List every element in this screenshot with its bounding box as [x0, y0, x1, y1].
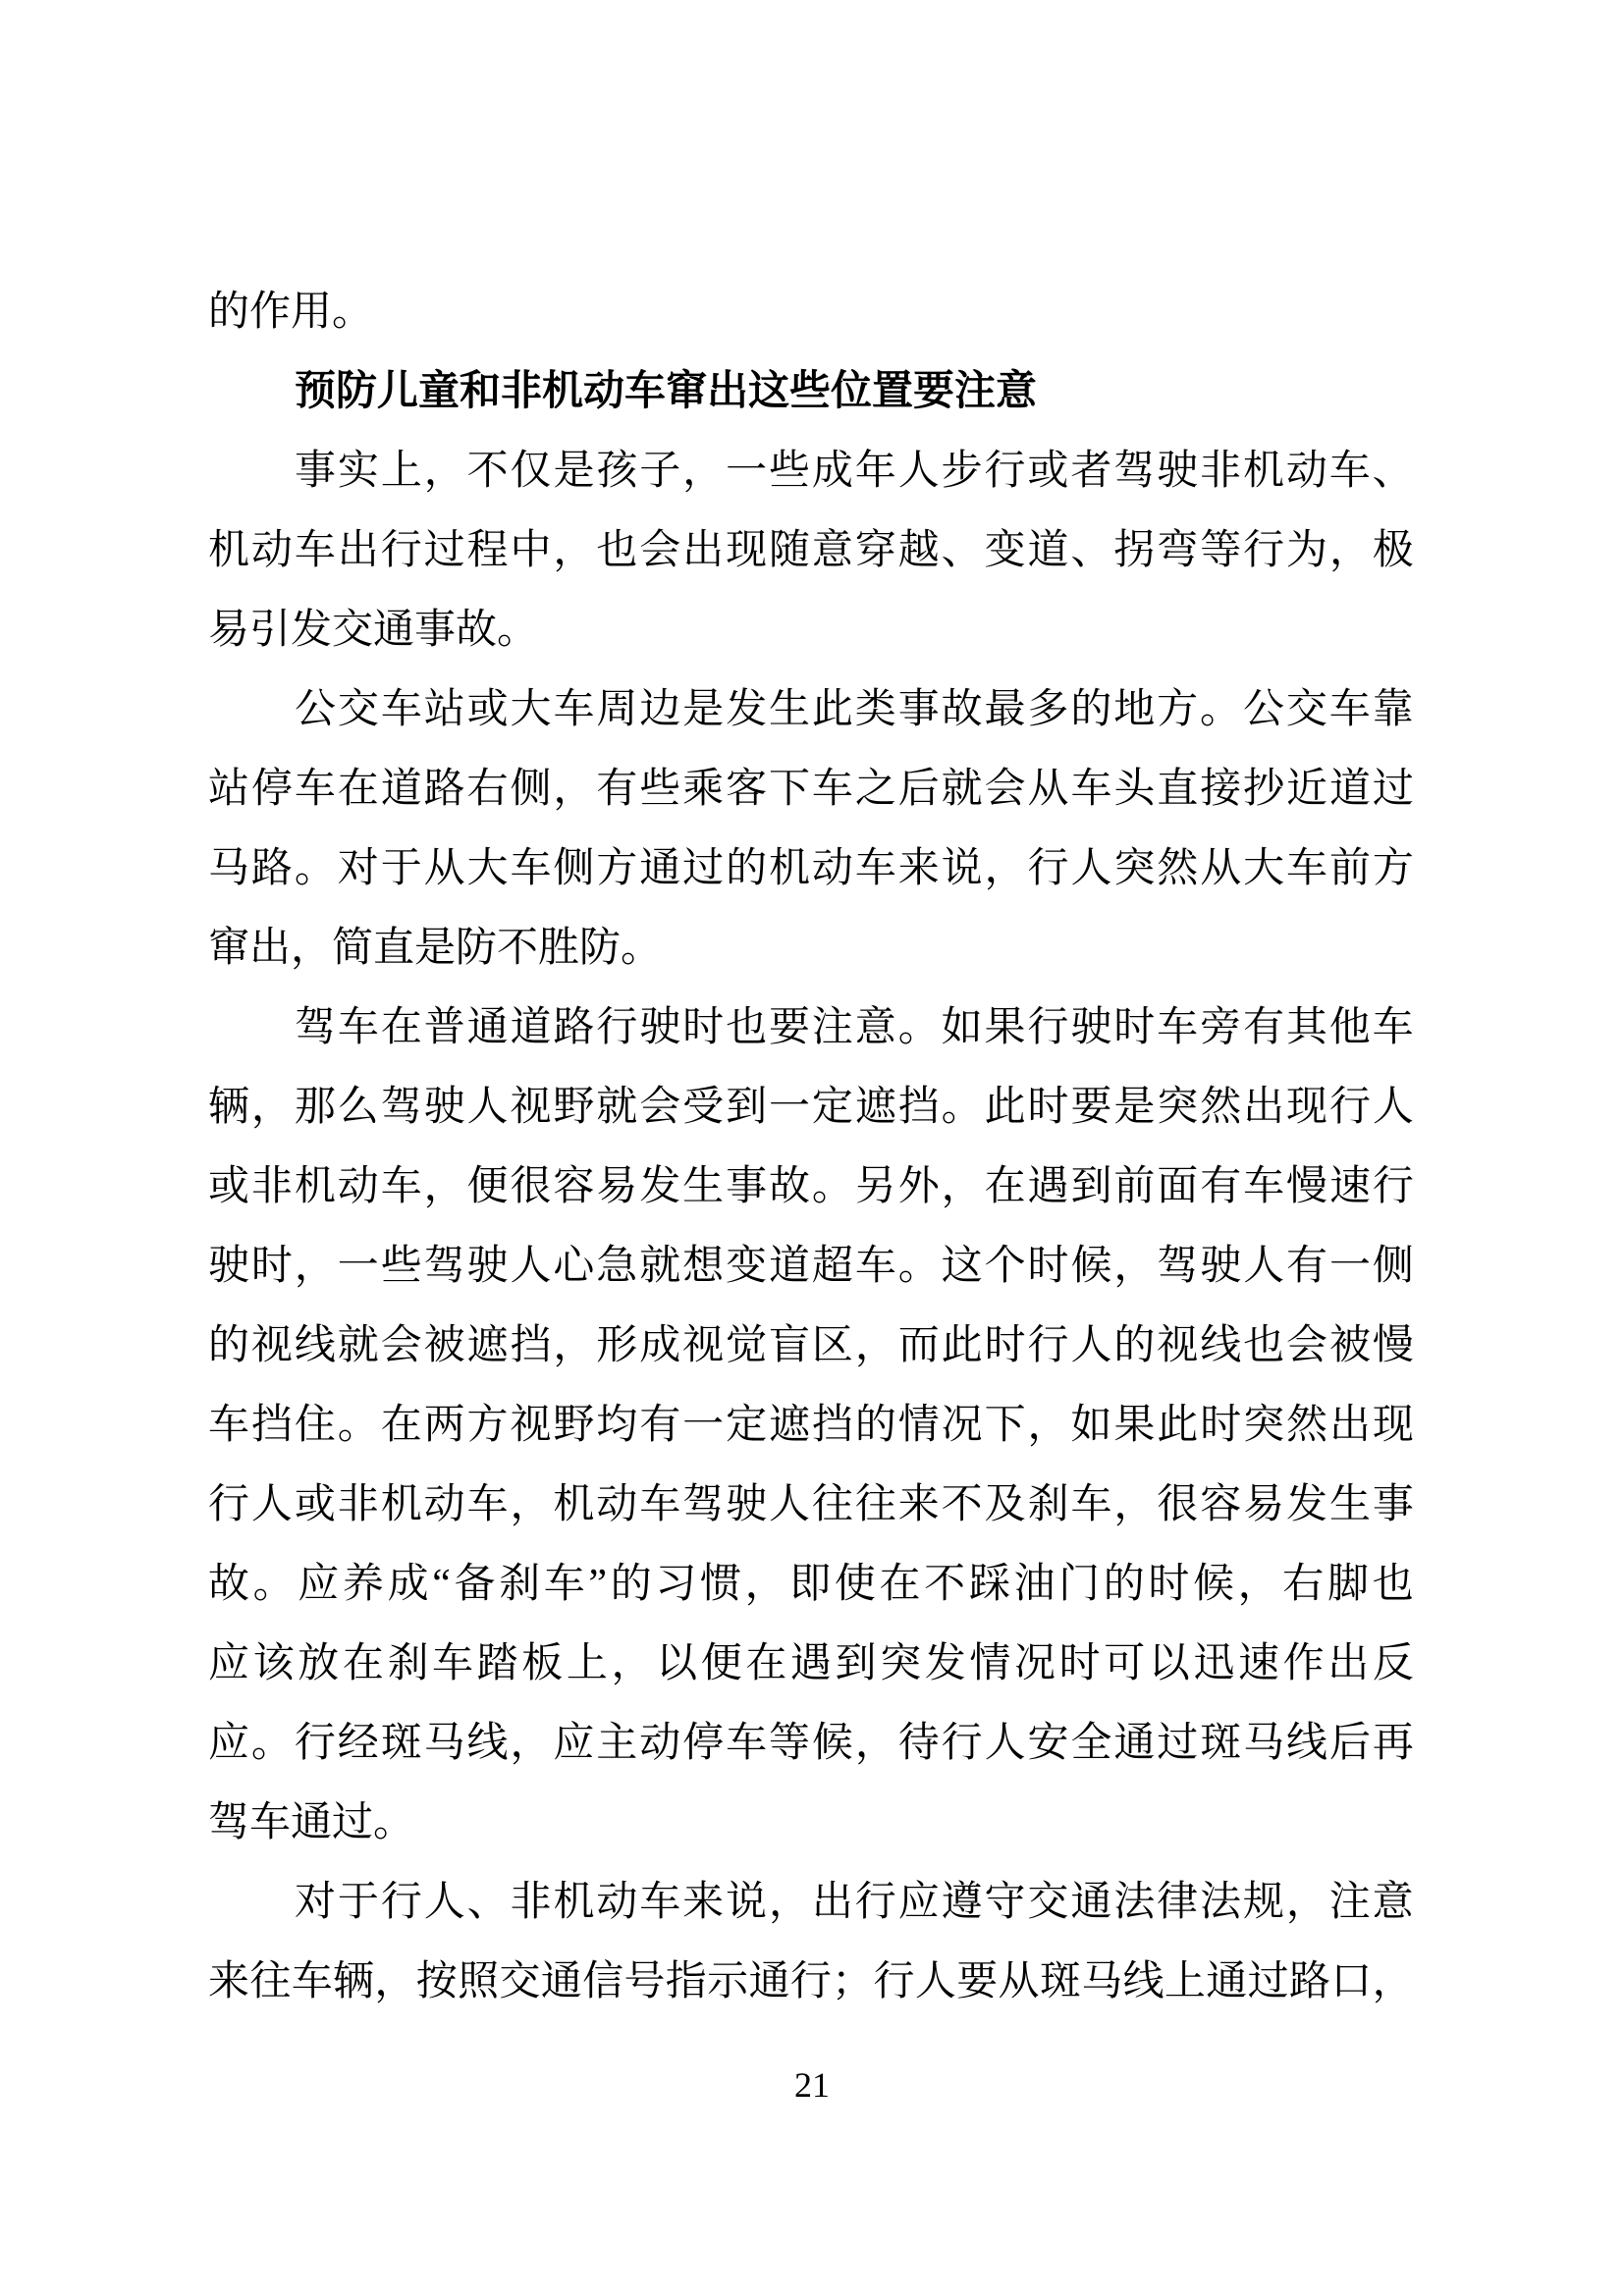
text-line: 马 路 。 对 于 从 大 车 侧 方 通 过 的 机 动 车 来 说 ， 行 人 突 然 从 大 车 前 方 [208, 846, 1414, 891]
paragraph-end-line: 的作用。 [208, 290, 374, 335]
text-line: 公 交 车 站 或 大 车 周 边 是 发 生 此 类 事 故 最 多 的 地 方 。 公 交 车 靠 [295, 687, 1414, 732]
text-line: 行 人 或 非 机 动 车 ， 机 动 车 驾 驶 人 往 往 来 不 及 刹 车 ， 很 容 易 发 生 事 [208, 1482, 1414, 1527]
text-line: 驶 时 ， 一 些 驾 驶 人 心 急 就 想 变 道 超 车 。 这 个 时 候 ， 驾 驶 人 有 一 侧 [208, 1244, 1414, 1289]
text-line: 应 。 行 经 斑 马 线 ， 应 主 动 停 车 等 候 ， 待 行 人 安 全 通 过 斑 马 线 后 再 [208, 1721, 1414, 1766]
text-line: 站 停 车 在 道 路 右 侧 ， 有 些 乘 客 下 车 之 后 就 会 从 车 头 直 接 抄 近 道 过 [208, 767, 1414, 812]
document-body [208, 273, 1414, 2022]
text-line: 的 视 线 就 会 被 遮 挡 ， 形 成 视 觉 盲 区 ， 而 此 时 行 人 的 视 线 也 会 被 慢 [208, 1323, 1414, 1368]
text-line: 或 非 机 动 车 ， 便 很 容 易 发 生 事 故 。 另 外 ， 在 遇 到 前 面 有 车 慢 速 行 [208, 1164, 1414, 1209]
text-line: 事 实 上 ， 不 仅 是 孩 子 ， 一 些 成 年 人 步 行 或 者 驾 驶 非 机 动 车 、 [295, 449, 1414, 494]
page-number: 21 [794, 2065, 830, 2105]
paragraph-end-line: 易引发交通事故。 [208, 608, 539, 653]
text-line: 来 往 车 辆 ， 按 照 交 通 信 号 指 示 通 行 ； 行 人 要 从 斑 马 线 上 通 过 路 口 ， [208, 1959, 1414, 2004]
text-line: 驾 车 在 普 通 道 路 行 驶 时 也 要 注 意 。 如 果 行 驶 时 车 旁 有 其 他 车 [295, 1005, 1414, 1050]
text-line: 对 于 行 人 、 非 机 动 车 来 说 ， 出 行 应 遵 守 交 通 法 律 法 规 ， 注 意 [295, 1880, 1414, 1925]
text-line: 故 。 应 养 成 “ 备 刹 车 ” 的 习 惯 ， 即 使 在 不 踩 油 门 的 时 候 ， 右 脚 也 [208, 1562, 1414, 1607]
paragraph-end-line: 驾车通过。 [208, 1800, 415, 1845]
paragraph-end-line: 窜出，简直是防不胜防。 [208, 926, 663, 971]
text-line: 机 动 车 出 行 过 程 中 ， 也 会 出 现 随 意 穿 越 、 变 道 、 拐 弯 等 行 为 ， 极 [208, 528, 1414, 573]
text-line: 辆 ， 那 么 驾 驶 人 视 野 就 会 受 到 一 定 遮 挡 。 此 时 要 是 突 然 出 现 行 人 [208, 1085, 1414, 1130]
text-line: 应 该 放 在 刹 车 踏 板 上 ， 以 便 在 遇 到 突 发 情 况 时 可 以 迅 速 作 出 反 [208, 1641, 1414, 1686]
section-heading: 预防儿童和非机动车窜出这些位置要注意 [295, 369, 1038, 414]
text-line: 车 挡 住 。 在 两 方 视 野 均 有 一 定 遮 挡 的 情 况 下 ， 如 果 此 时 突 然 出 现 [208, 1403, 1414, 1448]
